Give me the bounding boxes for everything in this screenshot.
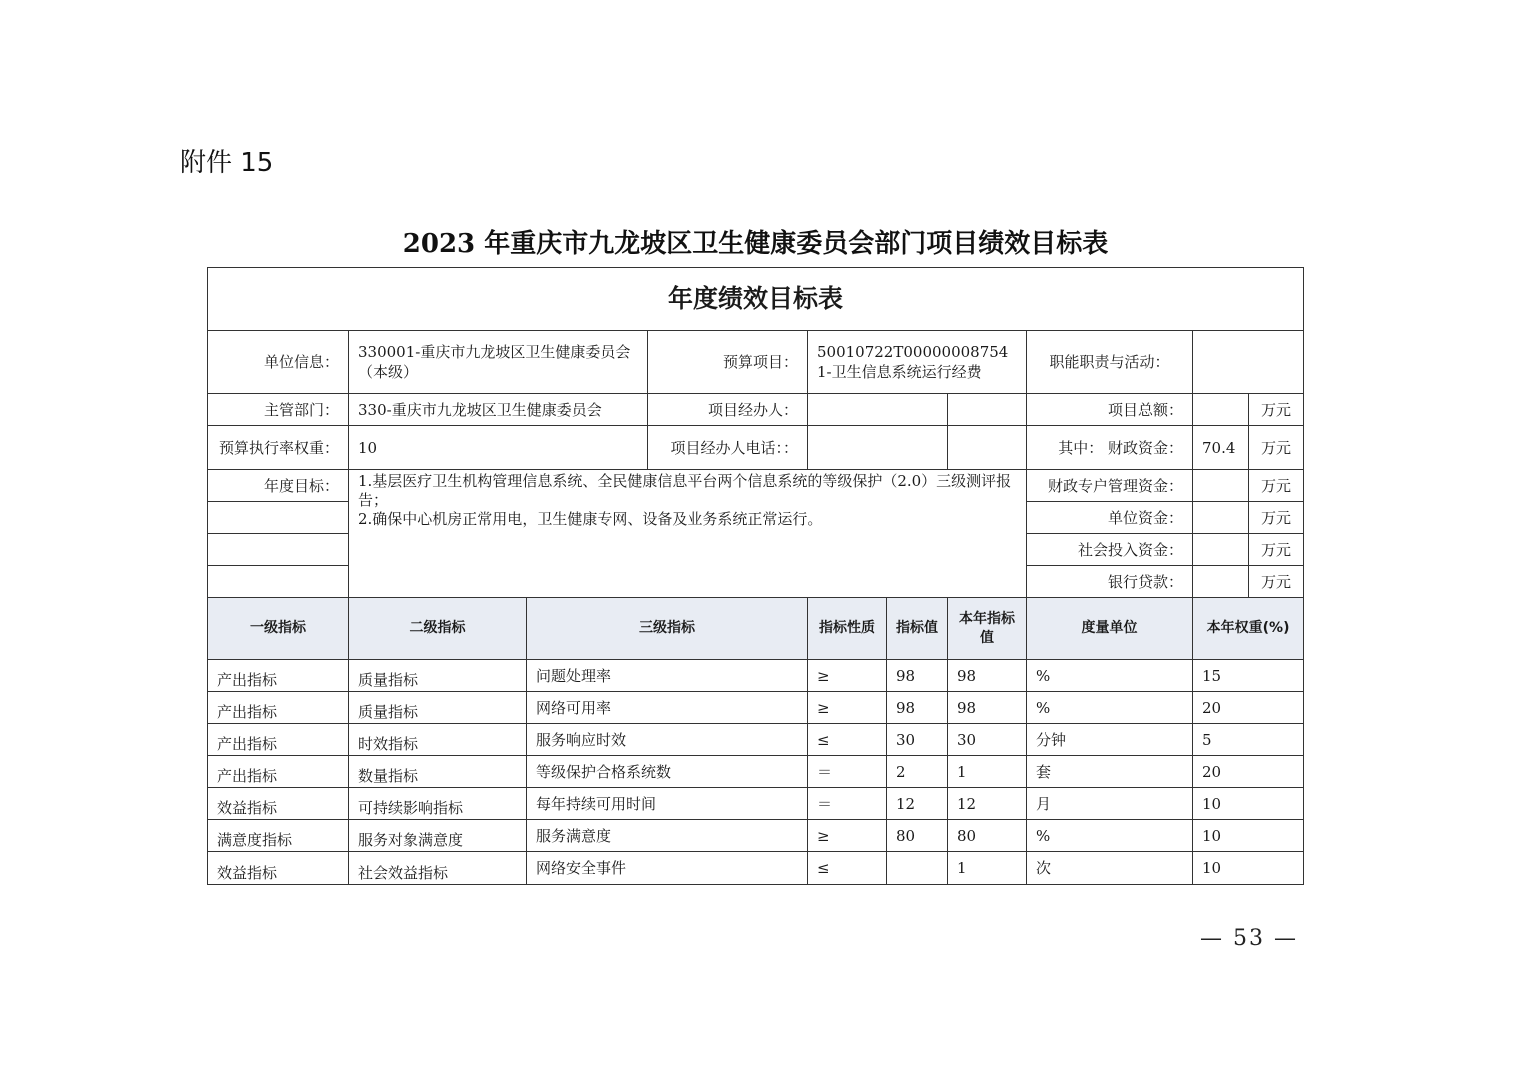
level3-cell: 问题处理率 — [527, 660, 808, 692]
level2-cell: 数量指标 — [349, 756, 527, 788]
fiscal-unit: 万元 — [1249, 426, 1304, 470]
table-row — [208, 660, 1304, 692]
social-fund-unit: 万元 — [1249, 534, 1304, 566]
header-nature: 指标性质 — [808, 598, 887, 660]
nature-cell: ≥ — [808, 692, 887, 724]
table-row — [208, 820, 1304, 852]
unit-cell: 套 — [1027, 756, 1193, 788]
level3-cell: 网络安全事件 — [527, 852, 808, 885]
unit-cell: % — [1027, 692, 1193, 724]
unit-cell: 次 — [1027, 852, 1193, 885]
duty-label: 职能职责与活动： — [1027, 331, 1193, 394]
value-cell: 2 — [887, 756, 948, 788]
value-cell — [887, 852, 948, 885]
value-cell: 30 — [887, 724, 948, 756]
social-fund-label: 社会投入资金： — [1027, 534, 1193, 566]
weight-value: 10 — [349, 426, 648, 470]
level3-cell: 服务满意度 — [527, 820, 808, 852]
year-value-cell: 1 — [948, 756, 1027, 788]
social-fund-value — [1193, 534, 1249, 566]
unit-fund-label: 单位资金： — [1027, 502, 1193, 534]
nature-cell: ≤ — [808, 724, 887, 756]
level3-cell: 等级保护合格系统数 — [527, 756, 808, 788]
goal-line-2: 2.确保中心机房正常用电，卫生健康专网、设备及业务系统正常运行。 — [358, 510, 823, 528]
value-cell: 12 — [887, 788, 948, 820]
unit-cell: 分钟 — [1027, 724, 1193, 756]
duty-value — [1193, 331, 1304, 394]
year-value-cell: 98 — [948, 660, 1027, 692]
document-title: 2023 年重庆市九龙坡区卫生健康委员会部门项目绩效目标表 — [402, 229, 1109, 259]
level1-cell: 效益指标 — [208, 852, 349, 885]
total-label: 项目总额： — [1027, 394, 1193, 426]
loan-label: 银行贷款： — [1027, 566, 1193, 598]
header-level1: 一级指标 — [208, 598, 349, 660]
unit-fund-unit: 万元 — [1249, 502, 1304, 534]
performance-target-table — [207, 267, 1304, 885]
dept-label: 主管部门： — [208, 394, 349, 426]
header-weight: 本年权重(%) — [1193, 598, 1304, 660]
total-value — [1193, 394, 1249, 426]
handler-extra — [948, 394, 1027, 426]
level2-cell: 服务对象满意度 — [349, 820, 527, 852]
nature-cell: ≥ — [808, 820, 887, 852]
level2-cell: 时效指标 — [349, 724, 527, 756]
header-value: 指标值 — [887, 598, 948, 660]
nature-cell: ≥ — [808, 660, 887, 692]
loan-unit: 万元 — [1249, 566, 1304, 598]
level2-cell: 质量指标 — [349, 692, 527, 724]
year-value-cell: 98 — [948, 692, 1027, 724]
level1-cell: 产出指标 — [208, 660, 349, 692]
goal-label-blank — [208, 502, 349, 534]
level1-cell: 满意度指标 — [208, 820, 349, 852]
value-cell: 80 — [887, 820, 948, 852]
nature-cell: ≤ — [808, 852, 887, 885]
table-row — [208, 788, 1304, 820]
nature-cell: ＝ — [808, 756, 887, 788]
year-value-cell: 80 — [948, 820, 1027, 852]
unit-info-label: 单位信息： — [208, 331, 349, 394]
table-row — [208, 852, 1304, 885]
level1-cell: 产出指标 — [208, 724, 349, 756]
phone-label: 项目经办人电话：： — [648, 426, 808, 470]
weight-label: 预算执行率权重： — [208, 426, 349, 470]
value-cell: 98 — [887, 660, 948, 692]
phone-value — [808, 426, 948, 470]
unit-cell: % — [1027, 820, 1193, 852]
total-unit: 万元 — [1249, 394, 1304, 426]
level3-cell: 网络可用率 — [527, 692, 808, 724]
phone-extra — [948, 426, 1027, 470]
level3-cell: 每年持续可用时间 — [527, 788, 808, 820]
header-year-value: 本年指标值 — [948, 598, 1027, 660]
page-number: — 53 — — [1200, 926, 1298, 951]
fiscal-label: 其中： 财政资金： — [1027, 426, 1193, 470]
special-fund-label: 财政专户管理资金： — [1027, 470, 1193, 502]
unit-cell: 月 — [1027, 788, 1193, 820]
level2-cell: 社会效益指标 — [349, 852, 527, 885]
weight-cell: 20 — [1193, 756, 1304, 788]
year-value-cell: 12 — [948, 788, 1027, 820]
weight-cell: 10 — [1193, 788, 1304, 820]
level1-cell: 效益指标 — [208, 788, 349, 820]
level1-cell: 产出指标 — [208, 756, 349, 788]
unit-cell: % — [1027, 660, 1193, 692]
header-unit: 度量单位 — [1027, 598, 1193, 660]
unit-fund-value — [1193, 502, 1249, 534]
special-fund-unit: 万元 — [1249, 470, 1304, 502]
table-row — [208, 756, 1304, 788]
table-row — [208, 692, 1304, 724]
handler-value — [808, 394, 948, 426]
value-cell: 98 — [887, 692, 948, 724]
goal-label: 年度目标： — [208, 470, 349, 502]
nature-cell: ＝ — [808, 788, 887, 820]
special-fund-value — [1193, 470, 1249, 502]
handler-label: 项目经办人： — [648, 394, 808, 426]
year-value-cell: 1 — [948, 852, 1027, 885]
weight-cell: 10 — [1193, 852, 1304, 885]
fiscal-value: 70.4 — [1193, 426, 1249, 470]
level2-cell: 可持续影响指标 — [349, 788, 527, 820]
table-row — [208, 724, 1304, 756]
annual-goal — [349, 470, 1027, 598]
goal-label-blank — [208, 534, 349, 566]
weight-cell: 10 — [1193, 820, 1304, 852]
level2-cell: 质量指标 — [349, 660, 527, 692]
table-subtitle: 年度绩效目标表 — [208, 268, 1304, 331]
goal-label-blank — [208, 566, 349, 598]
header-level3: 三级指标 — [527, 598, 808, 660]
weight-cell: 5 — [1193, 724, 1304, 756]
weight-cell: 15 — [1193, 660, 1304, 692]
level3-cell: 服务响应时效 — [527, 724, 808, 756]
header-level2: 二级指标 — [349, 598, 527, 660]
loan-value — [1193, 566, 1249, 598]
dept-value: 330-重庆市九龙坡区卫生健康委员会 — [349, 394, 648, 426]
budget-project-value: 50010722T000000087541-卫生信息系统运行经费 — [808, 331, 1027, 394]
level1-cell: 产出指标 — [208, 692, 349, 724]
year-value-cell: 30 — [948, 724, 1027, 756]
goal-line-1: 1.基层医疗卫生机构管理信息系统、全民健康信息平台两个信息系统的等级保护（2.0）三级测评报告； — [358, 472, 1012, 509]
attachment-label: 附件 15 — [180, 148, 274, 178]
weight-cell: 20 — [1193, 692, 1304, 724]
unit-info-value: 330001-重庆市九龙坡区卫生健康委员会（本级） — [349, 331, 648, 394]
budget-project-label: 预算项目： — [648, 331, 808, 394]
